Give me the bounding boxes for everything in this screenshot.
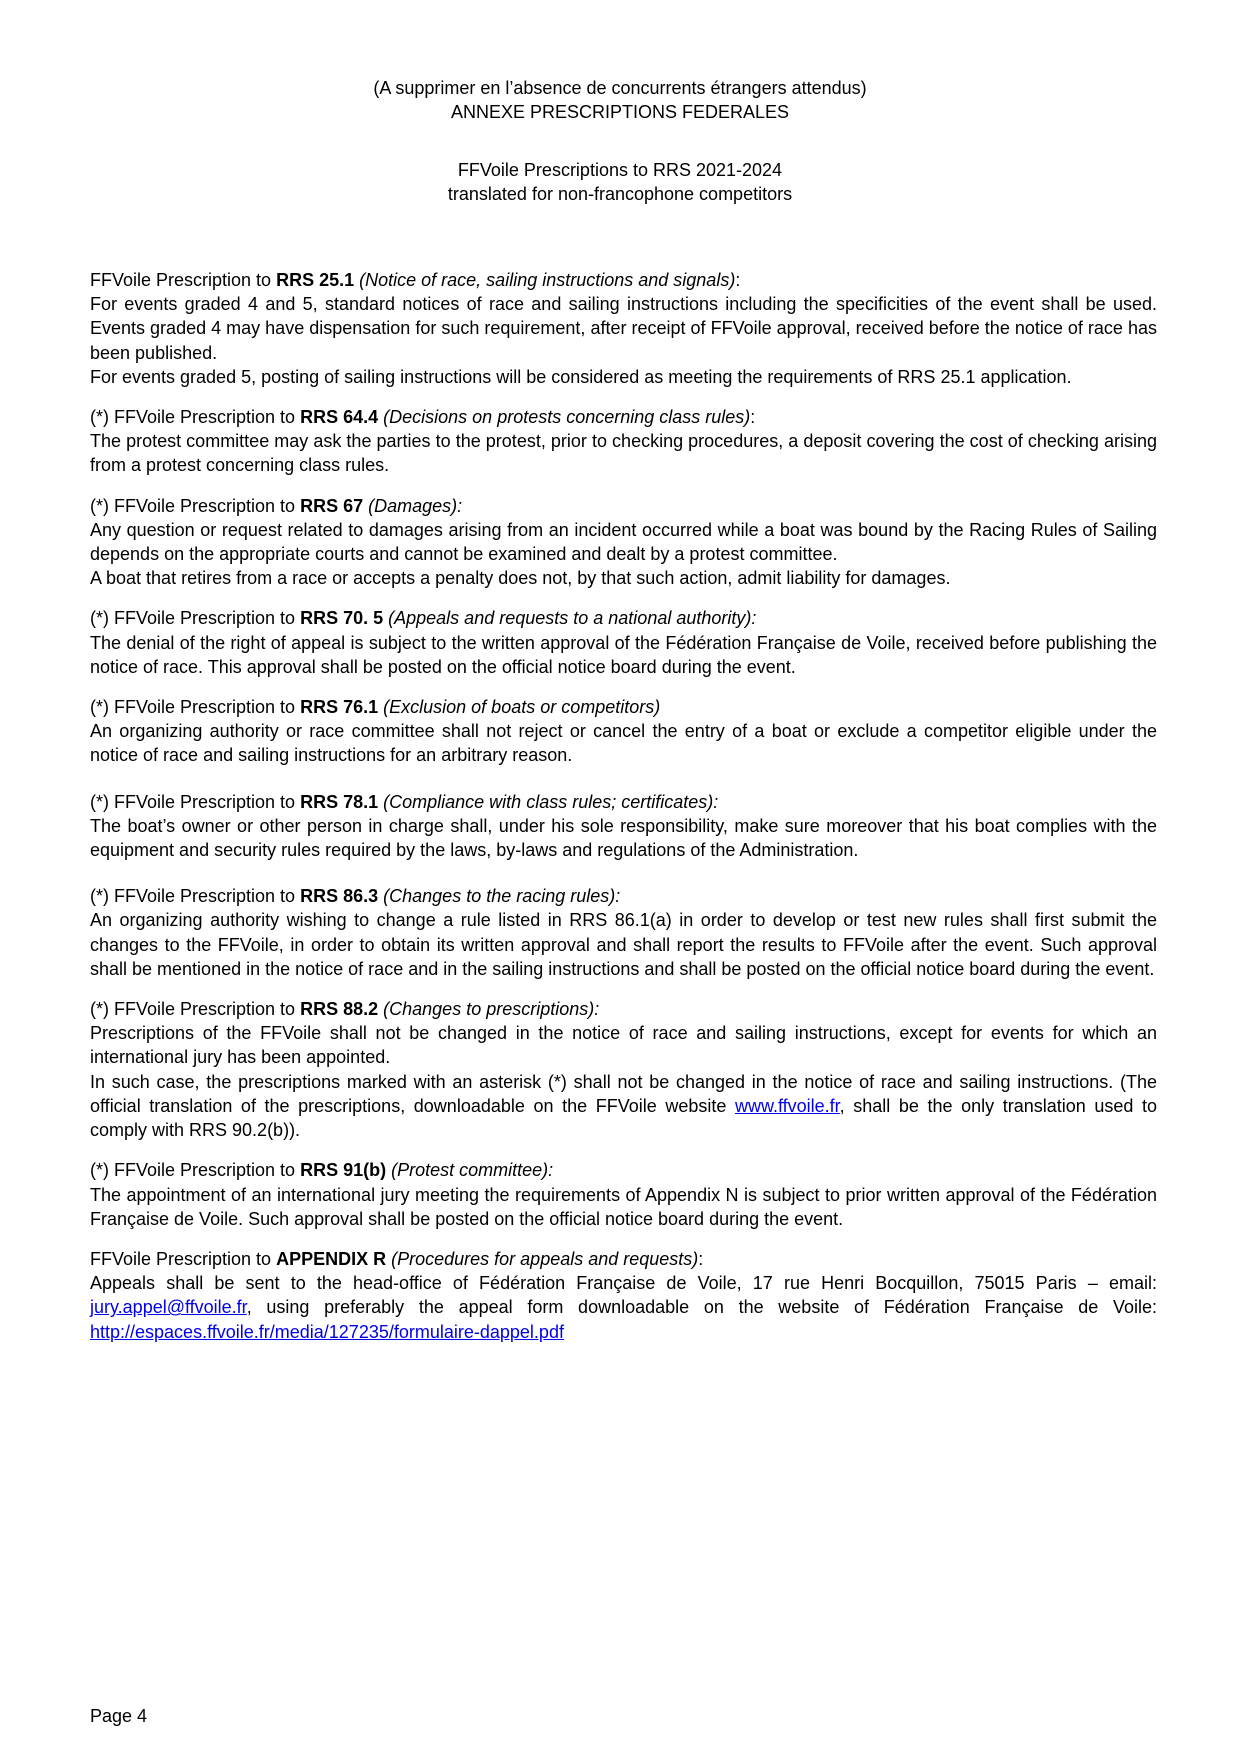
prescription-text [90, 1271, 1157, 1344]
prescription-heading [90, 790, 1157, 814]
prescription-heading [90, 268, 1157, 292]
heading-suffix: : [735, 270, 741, 290]
rule-number: RRS 86.3 [300, 886, 379, 907]
prescription-rrs-86-3 [90, 884, 1157, 981]
rule-number: APPENDIX R [276, 1248, 387, 1269]
prescription-heading [90, 1158, 1157, 1182]
prescription-text: The denial of the right of appeal is subject to the written approval of the Fédération Française de Voile, received before publishing the notice of race. This approval shall be posted on the official notice board during the event. [90, 632, 1157, 677]
heading-suffix: : [750, 407, 756, 428]
heading-prefix: (*) FFVoile Prescription to [90, 886, 301, 907]
rule-description: (Damages): [368, 495, 463, 516]
prescription-text: An organizing authority wishing to change a rule listed in RRS 86.1(a) in order to develop or test new rules shall first submit the changes to the FFVoile, in order to obtain its written approval and shall report the results to FFVoile after the event. Such approval shall be mentioned in the notice of race and in the sailing instructions and shall be posted on the official notice board during the event. [90, 910, 1157, 979]
heading-prefix: (*) FFVoile Prescription to [90, 999, 301, 1020]
prescription-heading [90, 606, 1157, 630]
rule-number: RRS 76.1 [300, 697, 379, 718]
heading-prefix: (*) FFVoile Prescription to [90, 1160, 301, 1181]
prescription-rrs-91b [90, 1158, 1157, 1231]
heading-suffix: : [698, 1248, 704, 1269]
heading-prefix: (*) FFVoile Prescription to [90, 608, 301, 629]
text-segment: Appeals shall be sent to the head-office of Fédération Française de Voile, 17 rue Henri Bocquillon, 75015 Paris – email: [90, 1273, 1157, 1294]
header-subtitle-2: translated for non-francophone competitors [447, 184, 793, 204]
prescription-heading [90, 405, 1157, 429]
prescriptions-body [90, 268, 1157, 1360]
heading-prefix: (*) FFVoile Prescription to [90, 791, 301, 812]
rule-description: (Decisions on protests concerning class rules) [383, 407, 751, 428]
prescription-heading [90, 997, 1157, 1021]
prescription-text: For events graded 4 and 5, standard notices of race and sailing instructions including the specificities of the event shall be used. Events graded 4 may have dispensation for such requirement, after receipt of FFVoile approval, received before the notice of race has been published. [90, 294, 1157, 363]
prescription-text: The protest committee may ask the parties to the protest, prior to checking procedures, a deposit covering the cost of checking arising from a protest concerning class rules. [90, 431, 1157, 476]
prescription-heading [90, 695, 1157, 719]
prescription-text [90, 1070, 1157, 1143]
appeal-form-link[interactable]: http://espaces.ffvoile.fr/media/127235/formulaire-dappel.pdf [90, 1321, 564, 1342]
prescription-rrs-25-1 [90, 268, 1157, 389]
prescription-appendix-r [90, 1247, 1157, 1344]
text-segment: In such case, the prescriptions marked with an asterisk (*) shall not be changed in the notice of race and sailing instructions. (The official translation of the prescriptions, downloadable on the FFVoile website [90, 1071, 1157, 1116]
rule-description: (Appeals and requests to a national authority): [388, 608, 757, 629]
jury-email-link[interactable]: jury.appel@ffvoile.fr [90, 1297, 247, 1318]
rule-number: RRS 25.1 [276, 270, 355, 290]
rule-description: (Compliance with class rules; certificates): [383, 791, 719, 812]
heading-prefix: (*) FFVoile Prescription to [90, 697, 301, 718]
heading-prefix: (*) FFVoile Prescription to [90, 407, 301, 428]
prescription-rrs-70-5 [90, 606, 1157, 679]
prescription-rrs-67 [90, 494, 1157, 591]
rule-description: (Protest committee): [391, 1160, 554, 1181]
rule-number: RRS 88.2 [300, 999, 379, 1020]
header-subtitle: FFVoile Prescriptions to RRS 2021-2024 [457, 160, 783, 180]
ffvoile-website-link[interactable]: www.ffvoile.fr [734, 1095, 840, 1116]
document-header [0, 76, 1240, 206]
prescription-rrs-78-1 [90, 790, 1157, 863]
header-title: ANNEXE PRESCRIPTIONS FEDERALES [450, 102, 790, 122]
prescription-rrs-64-4 [90, 405, 1157, 478]
rule-description: (Changes to the racing rules): [383, 886, 621, 907]
rule-number: RRS 64.4 [300, 407, 379, 428]
rule-number: RRS 91(b) [300, 1160, 387, 1181]
prescription-heading [90, 1247, 1157, 1271]
text-segment: , shall be the only translation used to comply with RRS 90.2(b)). [90, 1095, 1157, 1141]
rule-number: RRS 70. 5 [300, 608, 384, 629]
prescription-heading [90, 494, 1157, 518]
prescription-text: Any question or request related to damages arising from an incident occurred while a boat was bound by the Racing Rules of Sailing depends on the appropriate courts and cannot be examined and dealt by a protest committee. [90, 519, 1157, 565]
rule-description: (Notice of race, sailing instructions and signals) [359, 270, 736, 290]
rule-number: RRS 78.1 [300, 791, 379, 812]
prescription-text: Prescriptions of the FFVoile shall not be changed in the notice of race and sailing instructions, except for events for which an international jury has been appointed. [90, 1023, 1157, 1068]
heading-prefix: FFVoile Prescription to [90, 1248, 277, 1269]
prescription-text: The boat’s owner or other person in charge shall, under his sole responsibility, make sure moreover that his boat complies with the equipment and security rules required by the laws, by-laws and regulations of the Administration. [90, 815, 1157, 861]
header-note: (A supprimer en l’absence de concurrents étrangers attendus) [373, 78, 867, 98]
prescription-text: The appointment of an international jury meeting the requirements of Appendix N is subject to prior written approval of the Fédération Française de Voile. Such approval shall be posted on the official notice board during the event. [90, 1184, 1157, 1229]
rule-description: (Exclusion of boats or competitors) [383, 697, 661, 718]
heading-prefix: (*) FFVoile Prescription to [90, 495, 301, 516]
page-number: Page 4 [90, 1706, 148, 1726]
prescription-heading [90, 884, 1157, 908]
prescription-text: A boat that retires from a race or accepts a penalty does not, by that such action, admit liability for damages. [90, 568, 951, 589]
rule-description: (Procedures for appeals and requests) [391, 1248, 699, 1269]
rule-description: (Changes to prescriptions): [383, 999, 600, 1020]
text-segment: , using preferably the appeal form downloadable on the website of Fédération Française de Voile: [246, 1297, 1157, 1318]
heading-prefix: FFVoile Prescription to [90, 270, 277, 290]
prescription-text: An organizing authority or race committee shall not reject or cancel the entry of a boat or exclude a competitor eligible under the notice of race and sailing instructions for an arbitrary reason. [90, 721, 1157, 766]
prescription-rrs-88-2 [90, 997, 1157, 1142]
rule-number: RRS 67 [300, 495, 364, 516]
prescription-rrs-76-1 [90, 695, 1157, 768]
header-spacer [0, 124, 1240, 158]
prescription-text: For events graded 5, posting of sailing instructions will be considered as meeting the requirements of RRS 25.1 application. [90, 366, 1072, 387]
